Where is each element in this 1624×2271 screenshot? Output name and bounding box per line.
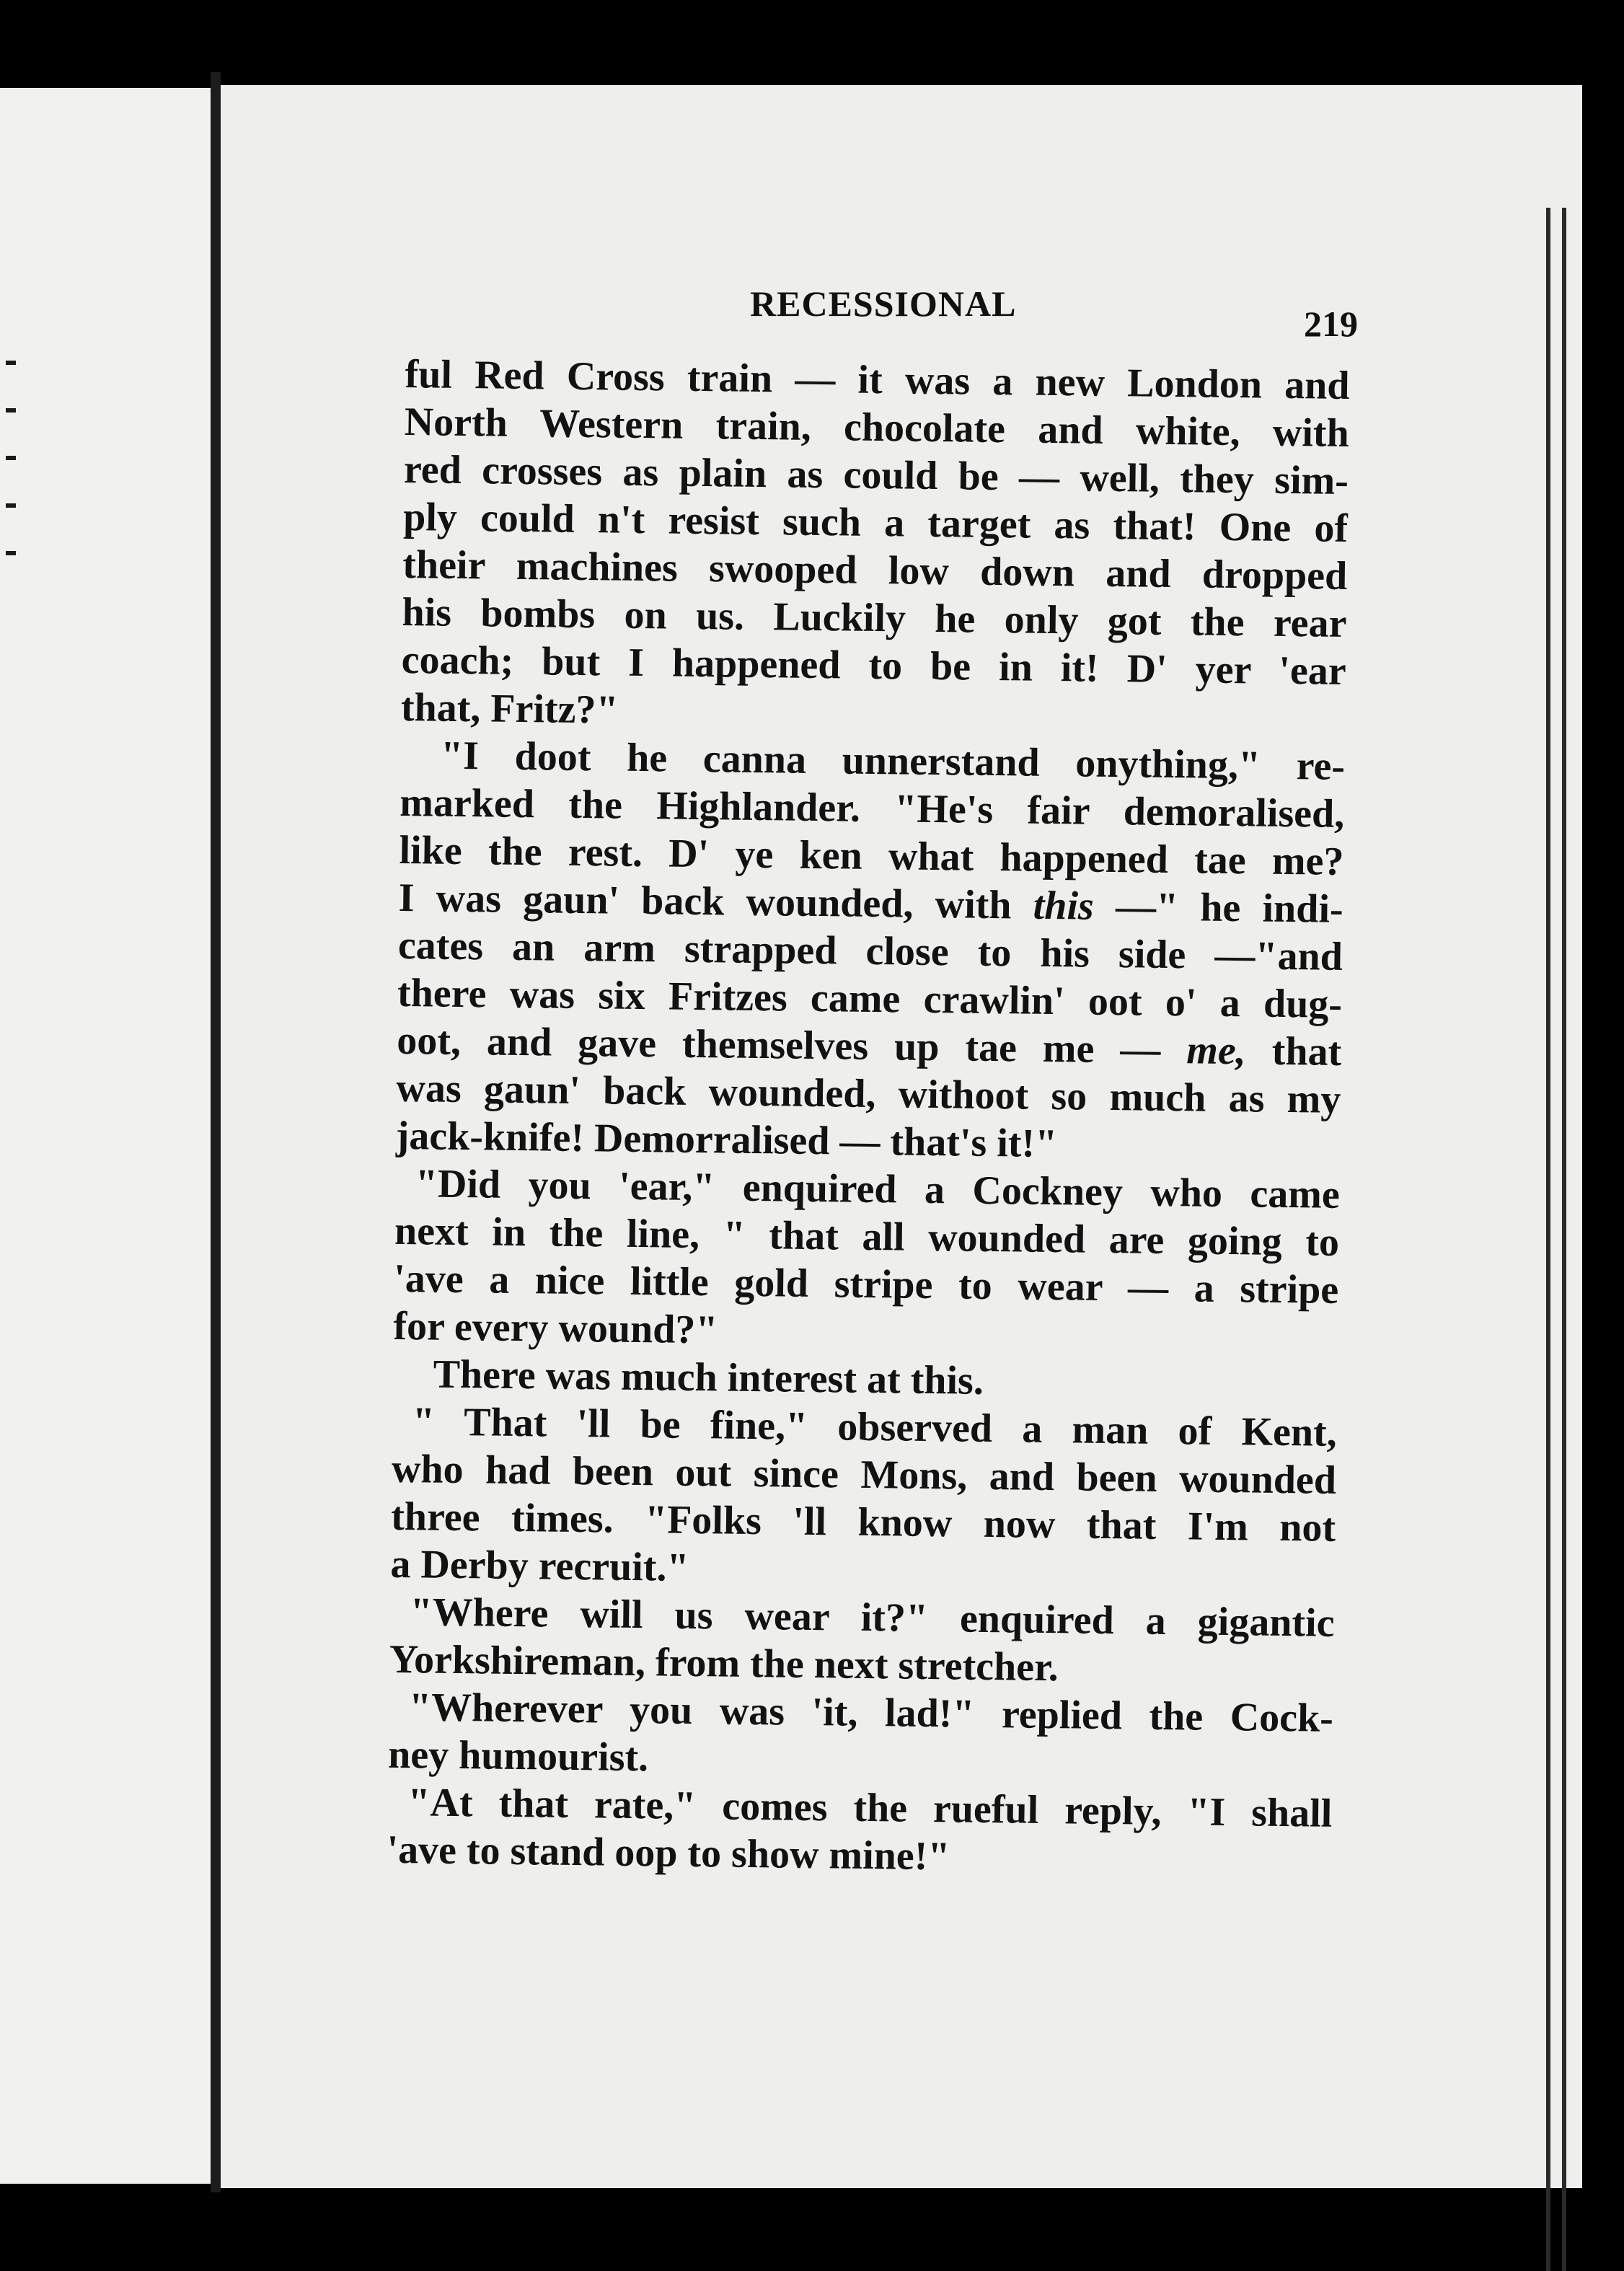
text-line: three times. "Folks 'll know now that I'm not	[390, 1494, 1336, 1551]
text-line: " That 'll be fine," observed a man of Kent,	[412, 1399, 1338, 1455]
text-line: marked the Highlander. "He's fair demoralised,	[399, 780, 1345, 837]
text-line: like the rest. D' ye ken what happened tae me?	[399, 827, 1344, 884]
text-line: 'ave a nice little gold stripe to wear — a stripe	[393, 1256, 1339, 1313]
text-line: a Derby recruit."	[390, 1541, 689, 1590]
text-line: that, Fritz?"	[400, 684, 619, 733]
facing-page-text-fragment	[6, 456, 16, 460]
text-line: "At that rate," comes the rueful reply, "I shall	[407, 1780, 1333, 1836]
text-line: 'ave to stand oop to show mine!"	[387, 1827, 950, 1879]
text-line: was gaun' back wounded, withoot so much as my	[396, 1065, 1341, 1122]
text-line: I was gaun' back wounded, with this —" he indi-	[398, 875, 1344, 932]
text-line: "Wherever you was 'it, lad!" replied the Cock-	[408, 1685, 1334, 1741]
facing-page-text-fragment	[6, 503, 16, 508]
text-line: there was six Fritzes came crawlin' oot o' a dug-	[397, 970, 1343, 1027]
text-line: his bombs on us. Luckily he only got the rear	[402, 589, 1347, 646]
body-text	[387, 350, 1350, 1885]
italic-emphasis: this	[1033, 883, 1095, 929]
facing-page	[0, 88, 211, 2184]
text-line: North Western train, chocolate and white, with	[404, 399, 1350, 456]
text-line: red crosses as plain as could be — well, they sim-	[403, 446, 1349, 503]
text-line: jack-knife! Demorralised — that's it!"	[395, 1113, 1058, 1167]
text-line: who had been out since Mons, and been wounded	[391, 1446, 1337, 1503]
text-line: ply could n't resist such a target as that! One of	[402, 494, 1349, 551]
page-number: 219	[1304, 304, 1358, 344]
facing-page-text-fragment	[6, 361, 16, 365]
italic-emphasis: me,	[1186, 1028, 1247, 1074]
text-line: "I doot he canna unnerstand onything," re-	[440, 733, 1346, 789]
text-line: ful Red Cross train — it was a new London and	[405, 351, 1350, 408]
text-line: "Did you 'ear," enquired a Cockney who came	[415, 1161, 1341, 1217]
text-line: "Where will us wear it?" enquired a gigantic	[410, 1589, 1335, 1646]
text-line: There was much interest at this.	[433, 1351, 984, 1403]
text-line: Yorkshireman, from the next stretcher.	[389, 1636, 1059, 1690]
text-line: their machines swooped low down and dropped	[402, 542, 1348, 599]
page-edge-line	[1562, 208, 1566, 2271]
text-line: next in the line, " that all wounded are going to	[394, 1208, 1340, 1265]
facing-page-text-fragment	[6, 408, 16, 413]
facing-page-text-fragment	[6, 551, 16, 555]
book-gutter	[211, 72, 221, 2192]
text-line: coach; but I happened to be in it! D' yer 'ear	[401, 637, 1347, 694]
text-line: for every wound?"	[393, 1303, 718, 1353]
text-line: cates an arm strapped close to his side —"and	[397, 922, 1343, 979]
page-edge-line	[1546, 208, 1550, 2271]
text-line: ney humourist.	[387, 1732, 649, 1781]
text-line: oot, and gave themselves up tae me — me, that	[396, 1018, 1342, 1075]
running-head: RECESSIONAL	[750, 283, 1017, 324]
